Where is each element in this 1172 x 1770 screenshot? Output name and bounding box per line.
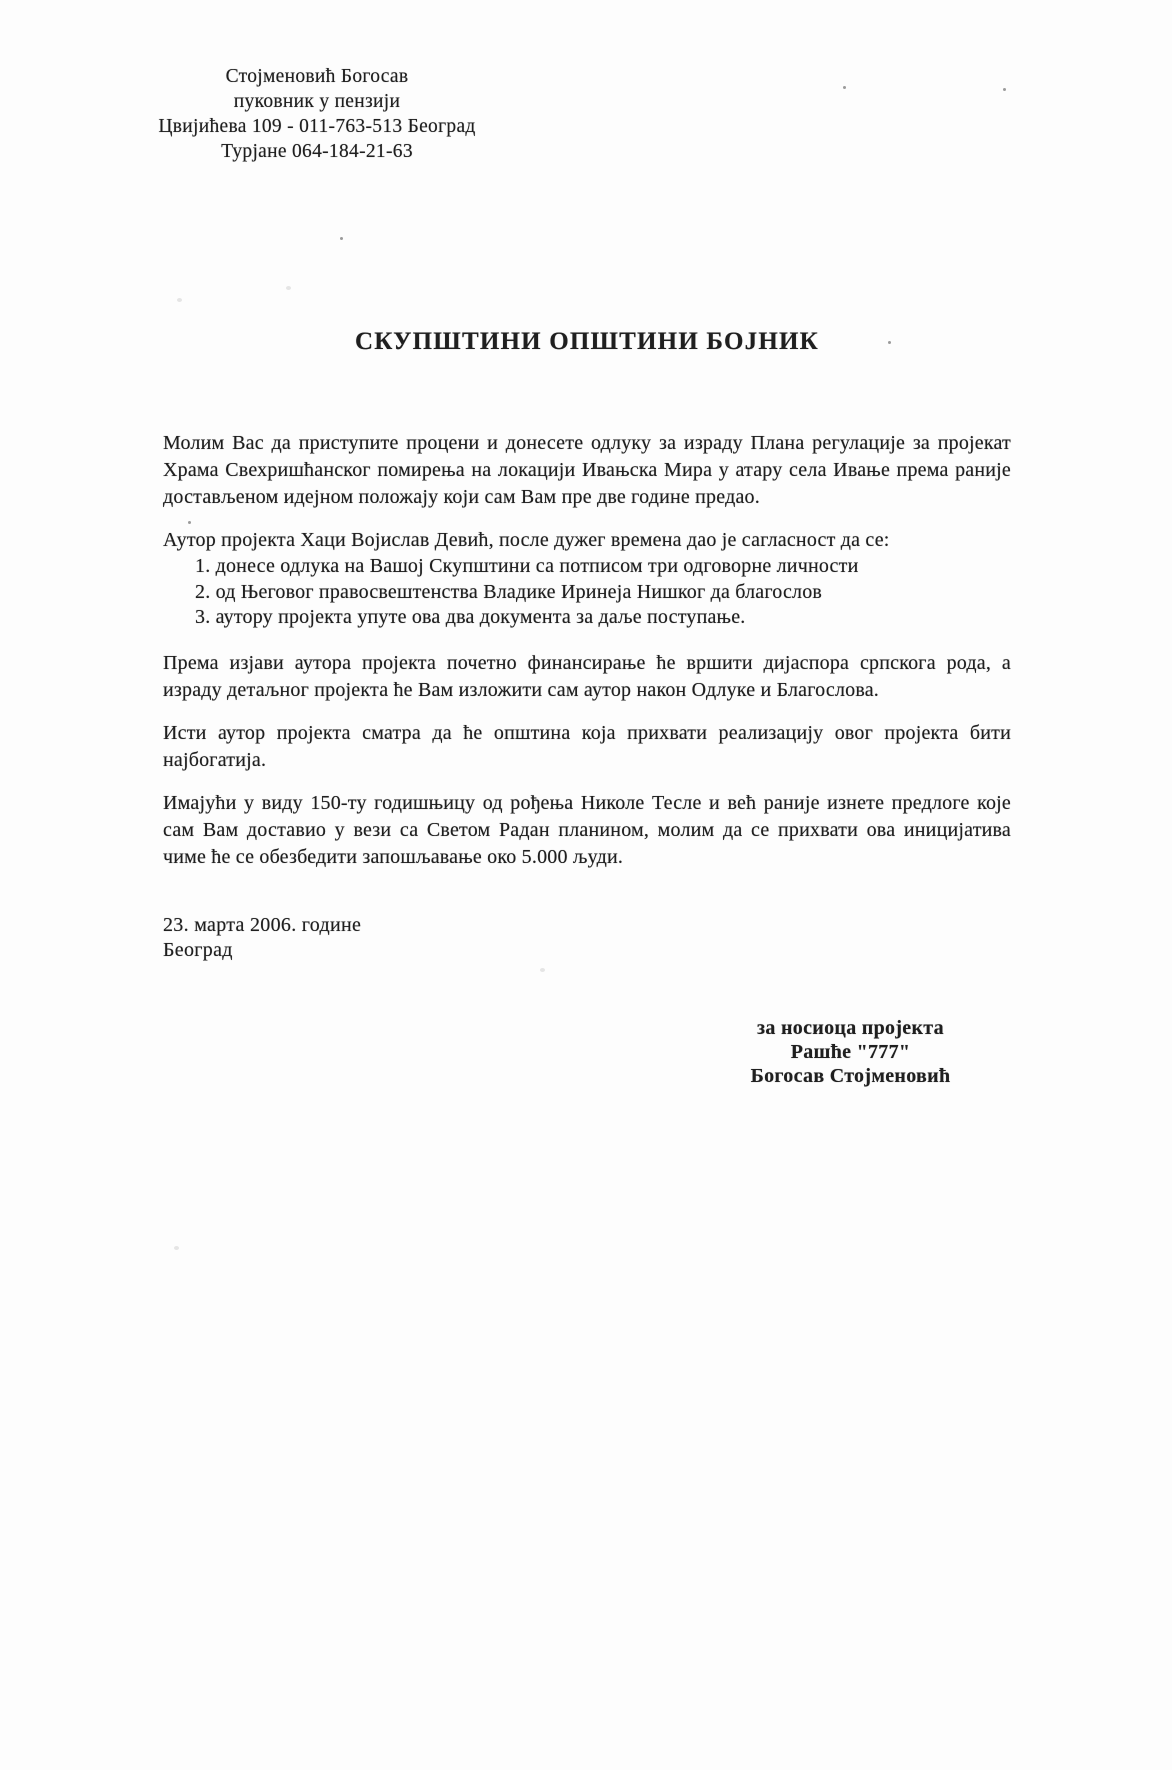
date-block bbox=[163, 913, 1011, 963]
sender-block bbox=[137, 64, 497, 164]
paragraph-financing: Према изјави аутора пројекта почетно финансирање ће вршити дијаспора српскога рода, а израду детаљног пројекта ће Вам изложити сам аутор након Одлуке и Благослова. bbox=[163, 651, 1011, 701]
list-item-assembly-decision: 1. донесе одлука на Вашој Скупштини са потписом три одговорне личности bbox=[195, 555, 859, 577]
scan-speck bbox=[340, 237, 343, 240]
letter-title: СКУПШТИНИ ОПШТИНИ БОЈНИК bbox=[355, 328, 819, 355]
scan-speck bbox=[286, 286, 291, 290]
scan-speck bbox=[188, 521, 191, 524]
date-line: 23. марта 2006. године bbox=[163, 913, 362, 936]
signature-organization: Рашће "777" bbox=[790, 1041, 911, 1063]
scan-speck bbox=[888, 341, 891, 344]
paragraph-richest-municipality: Исти аутор пројекта сматра да ће општина која прихвати реализацију овог пројекта бити најбогатија. bbox=[163, 721, 1011, 771]
list-item-bishop-blessing: 2. од Његовог правосвештенства Владике Иринеја Нишког да благослов bbox=[195, 580, 823, 603]
paragraph-author-consent-intro: Аутор пројекта Хаци Војислав Девић, после дужег времена дао је сагласност да се: bbox=[163, 529, 890, 551]
paragraph-request: Молим Вас да приступите процени и донесете одлуку за израду Плана регулације за пројекат Храма Свехришћанског помирења на локацији Ивањска Мира у атару села Ивање према раније достављеном идејном положају који сам Вам пре две године предао. bbox=[163, 432, 1011, 508]
scan-speck bbox=[177, 298, 182, 302]
scan-speck bbox=[843, 86, 846, 89]
paragraph-tesla-anniversary: Имајући у виду 150-ту годишњицу од рођења Николе Тесле и већ раније изнете предлоге које сам Вам доставио у вези са Светом Радан планином, молим да се прихвати ова иницијатива чиме ће се обезбедити запошљавање око 5.000 људи. bbox=[163, 791, 1011, 868]
sender-address-phone: Цвијићева 109 - 011-763-513 Београд bbox=[158, 116, 476, 137]
consent-list bbox=[163, 554, 1011, 631]
city-line: Београд bbox=[163, 938, 233, 961]
scan-speck bbox=[174, 1246, 179, 1250]
sender-mobile: Турјане 064-184-21-63 bbox=[221, 141, 413, 162]
signature-name: Богосав Стојменовић bbox=[750, 1065, 951, 1087]
sender-rank: пуковник у пензији bbox=[233, 91, 401, 112]
signature-role: за носиоца пројекта bbox=[757, 1017, 944, 1039]
scan-speck bbox=[540, 968, 545, 972]
letter-body bbox=[163, 430, 1011, 963]
list-item-forward-documents: 3. аутору пројекта упуте ова два документа за даље поступање. bbox=[195, 606, 746, 628]
signature-block bbox=[688, 1016, 1013, 1088]
sender-name: Стојменовић Богосав bbox=[225, 66, 409, 87]
scan-speck bbox=[1003, 88, 1006, 91]
